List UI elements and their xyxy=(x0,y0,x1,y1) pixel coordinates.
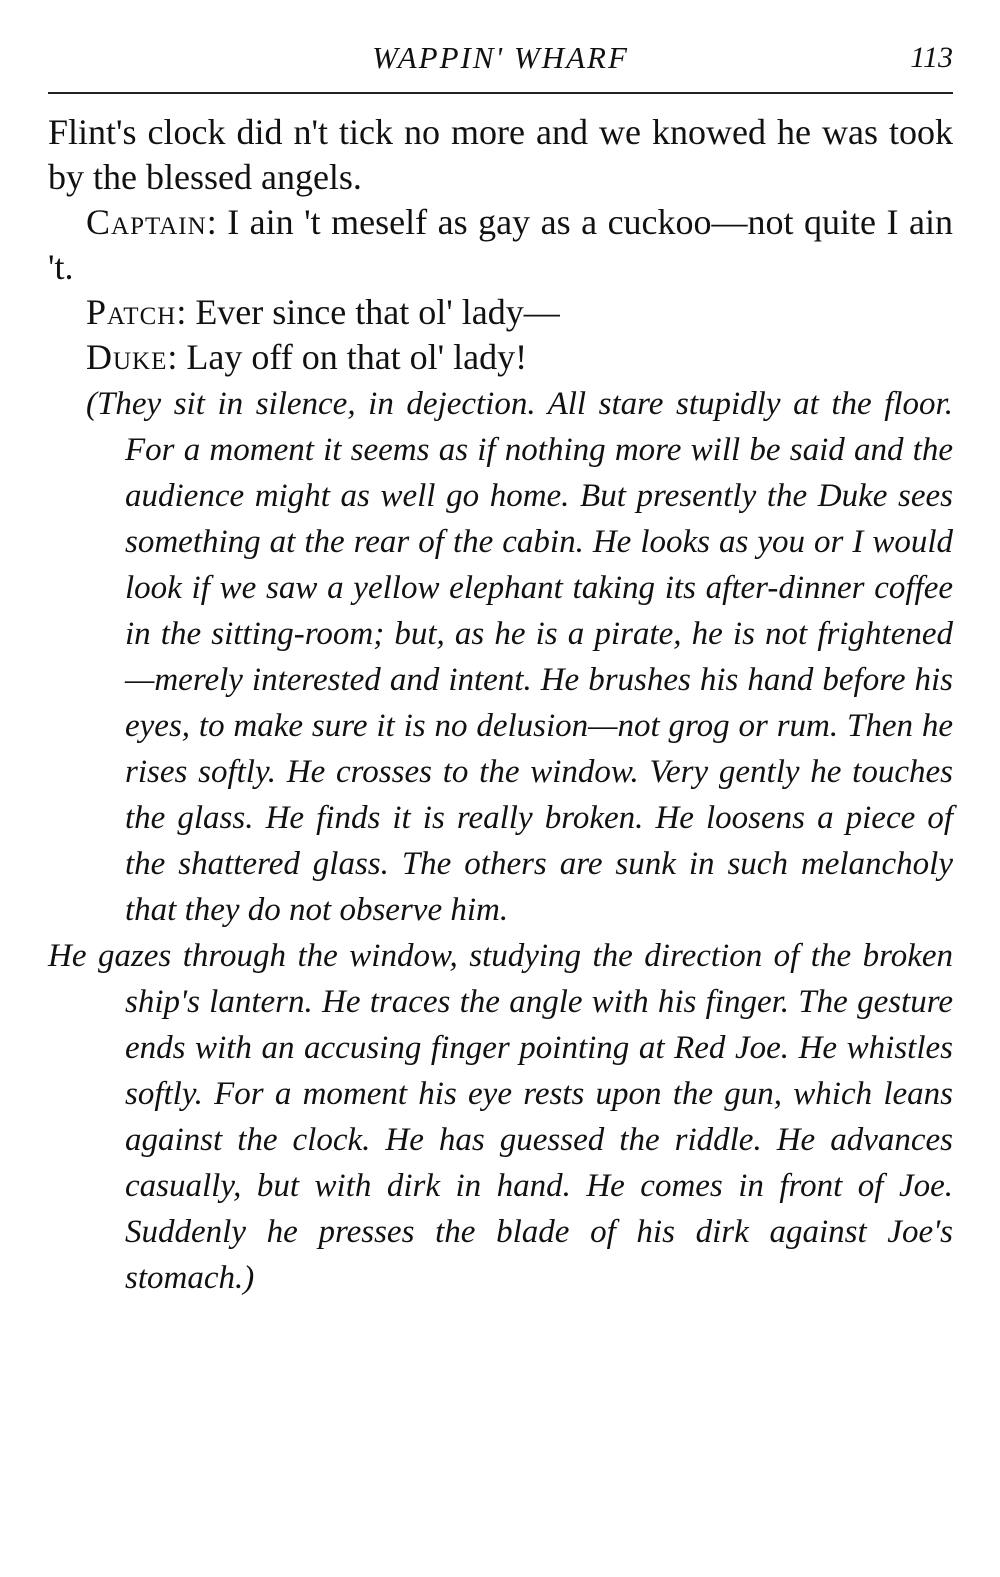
dialogue-patch xyxy=(48,290,953,335)
page-header xyxy=(48,38,953,94)
dialogue-captain xyxy=(48,200,953,290)
stage-direction-first: (They sit in silence, in dejection. All stare stupidly at the floor. For a moment it seems as if nothing more will be said and the audience might as well go home. But presently the Duke sees something at the rear of the cabin. He looks as you or I would look if we saw a yellow elephant taking its after-dinner coffee in the sitting-room; but, as he is a pirate, he is not frightened—merely interested and intent. He brushes his hand before his eyes, to make sure it is no delusion—not grog or rum. Then he rises softly. He crosses to the window. Very gently he touches the glass. He finds it is really broken. He loosens a piece of the shattered glass. The others are sunk in such melancholy that they do not observe him. xyxy=(86,386,953,928)
dialogue-text-duke: : Lay off on that ol' lady! xyxy=(167,337,528,377)
speaker-captain: Captain xyxy=(86,202,207,242)
page-number: 113 xyxy=(910,41,953,74)
stage-direction-second: He gazes through the window, studying the direction of the broken ship's lantern. He traces the angle with his finger. The gesture ends with an accusing finger pointing at Red Joe. He whistles softly. For a moment his eye rests upon the gun, which leans against the clock. He has guessed the riddle. He advances casually, but with dirk in hand. He comes in front of Joe. Suddenly he presses the blade of his dirk against Joe's stomach.) xyxy=(48,938,953,1296)
speaker-patch: Patch xyxy=(86,292,177,332)
dialogue-text-captain: : I ain 't meself as gay as a cuckoo—not quite I ain 't. xyxy=(48,202,953,287)
page-body xyxy=(48,110,953,1301)
dialogue-duke xyxy=(48,335,953,380)
dialogue-text-patch: : Ever since that ol' lady— xyxy=(176,292,560,332)
book-page xyxy=(48,38,953,1538)
paragraph-continuation: Flint's clock did n't tick no more and we knowed he was took by the blessed angels. xyxy=(48,112,953,197)
speaker-duke: Duke xyxy=(86,337,168,377)
running-title: WAPPIN' WHARF xyxy=(372,40,629,75)
